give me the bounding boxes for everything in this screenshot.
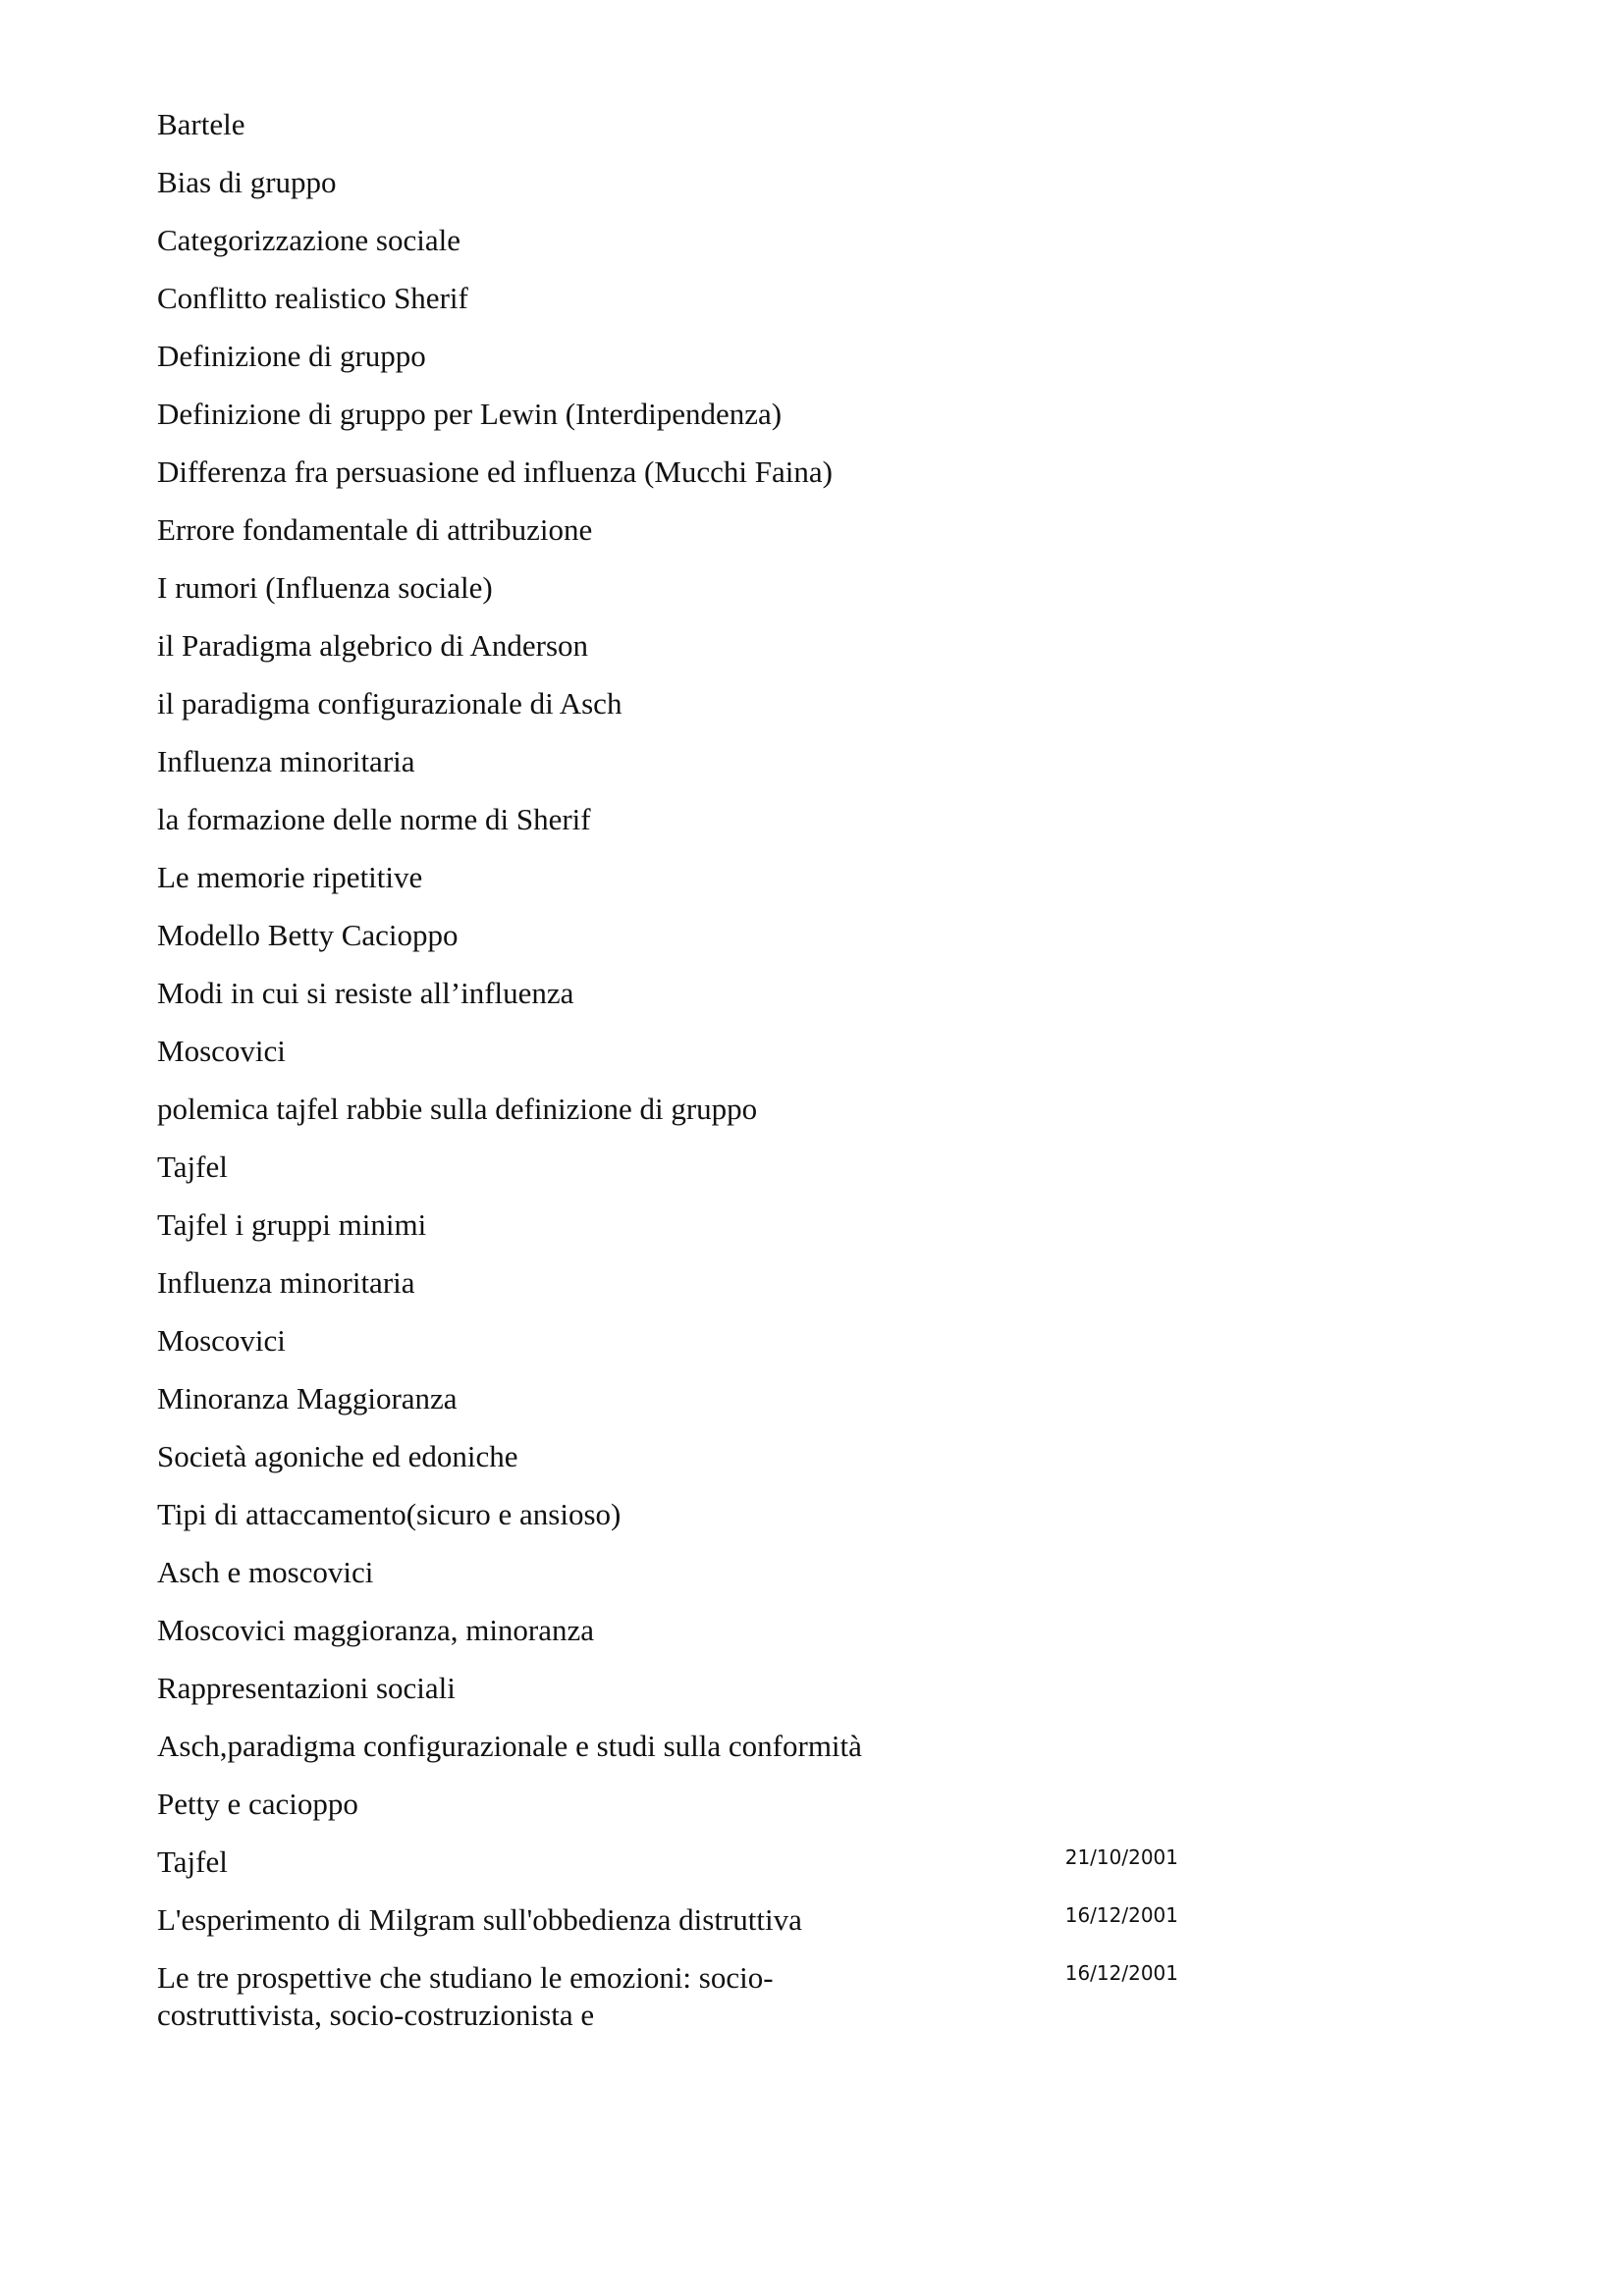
topic-title: Minoranza Maggioranza xyxy=(157,1381,458,1415)
topic-title: Definizione di gruppo xyxy=(157,339,426,373)
topic-row xyxy=(157,1033,1178,1070)
topic-title: Modello Betty Cacioppo xyxy=(157,918,459,952)
topic-title: Bartele xyxy=(157,107,245,141)
topic-row xyxy=(157,1496,1178,1533)
topic-row xyxy=(157,1264,1178,1302)
topic-title: Le tre prospettive che studiano le emozioni: socio-costruttivista, socio-costruzionista e xyxy=(157,1960,774,2032)
topic-row xyxy=(157,1901,1178,1939)
topic-title: Influenza minoritaria xyxy=(157,744,415,778)
topic-title: Rappresentazioni sociali xyxy=(157,1671,456,1705)
topic-title: Tajfel xyxy=(157,1844,228,1879)
topic-date: 16/12/2001 xyxy=(1064,1961,1178,1985)
topic-title: Differenza fra persuasione ed influenza (Mucchi Faina) xyxy=(157,454,833,489)
topic-title: L'esperimento di Milgram sull'obbedienza distruttiva xyxy=(157,1902,802,1937)
topic-date: 21/10/2001 xyxy=(1064,1845,1178,1869)
topic-row xyxy=(157,1091,1178,1128)
topic-title: Bias di gruppo xyxy=(157,165,337,199)
topic-row xyxy=(157,1322,1178,1360)
topic-row xyxy=(157,1554,1178,1591)
topic-title: Moscovici maggioranza, minoranza xyxy=(157,1613,595,1647)
topic-row xyxy=(157,1206,1178,1244)
topic-row xyxy=(157,1670,1178,1707)
topic-row xyxy=(157,859,1178,896)
topic-title: il paradigma configurazionale di Asch xyxy=(157,686,622,721)
topic-row xyxy=(157,975,1178,1012)
topic-row xyxy=(157,454,1178,491)
topic-title: Moscovici xyxy=(157,1323,286,1358)
topic-row xyxy=(157,511,1178,549)
topic-row xyxy=(157,396,1178,433)
topic-title: Asch,paradigma configurazionale e studi sulla conformità xyxy=(157,1729,862,1763)
topic-title: Tajfel xyxy=(157,1149,228,1184)
topic-row xyxy=(157,280,1178,317)
topic-row xyxy=(157,685,1178,722)
topic-title: Società agoniche ed edoniche xyxy=(157,1439,518,1473)
topic-row xyxy=(157,569,1178,607)
topic-title: Categorizzazione sociale xyxy=(157,223,460,257)
topic-row xyxy=(157,1380,1178,1417)
topic-title: Conflitto realistico Sherif xyxy=(157,281,468,315)
topic-row xyxy=(157,801,1178,838)
topic-title: Tajfel i gruppi minimi xyxy=(157,1207,427,1242)
topic-title: polemica tajfel rabbie sulla definizione di gruppo xyxy=(157,1092,758,1126)
topic-title: Definizione di gruppo per Lewin (Interdipendenza) xyxy=(157,397,783,431)
topic-row xyxy=(157,1959,1178,2034)
topic-title: Le memorie ripetitive xyxy=(157,860,423,894)
topic-row xyxy=(157,917,1178,954)
topic-title: Moscovici xyxy=(157,1034,286,1068)
topic-row xyxy=(157,743,1178,780)
topic-row xyxy=(157,222,1178,259)
topic-row xyxy=(157,106,1178,143)
topic-row xyxy=(157,627,1178,665)
topic-row xyxy=(157,1786,1178,1823)
topic-title: Modi in cui si resiste all’influenza xyxy=(157,976,574,1010)
topic-title: Tipi di attaccamento(sicuro e ansioso) xyxy=(157,1497,622,1531)
topic-row xyxy=(157,338,1178,375)
topic-row xyxy=(157,1438,1178,1475)
topic-title: la formazione delle norme di Sherif xyxy=(157,802,591,836)
topic-row xyxy=(157,164,1178,201)
topic-title: Asch e moscovici xyxy=(157,1555,374,1589)
topic-list xyxy=(157,106,1178,2055)
topic-row xyxy=(157,1728,1178,1765)
topic-row xyxy=(157,1843,1178,1881)
topic-title: Influenza minoritaria xyxy=(157,1265,415,1300)
topic-title: I rumori (Influenza sociale) xyxy=(157,570,493,605)
topic-title: Petty e cacioppo xyxy=(157,1787,358,1821)
topic-row xyxy=(157,1612,1178,1649)
topic-title: Errore fondamentale di attribuzione xyxy=(157,512,593,547)
topic-title: il Paradigma algebrico di Anderson xyxy=(157,628,589,663)
topic-row xyxy=(157,1148,1178,1186)
topic-date: 16/12/2001 xyxy=(1064,1903,1178,1927)
